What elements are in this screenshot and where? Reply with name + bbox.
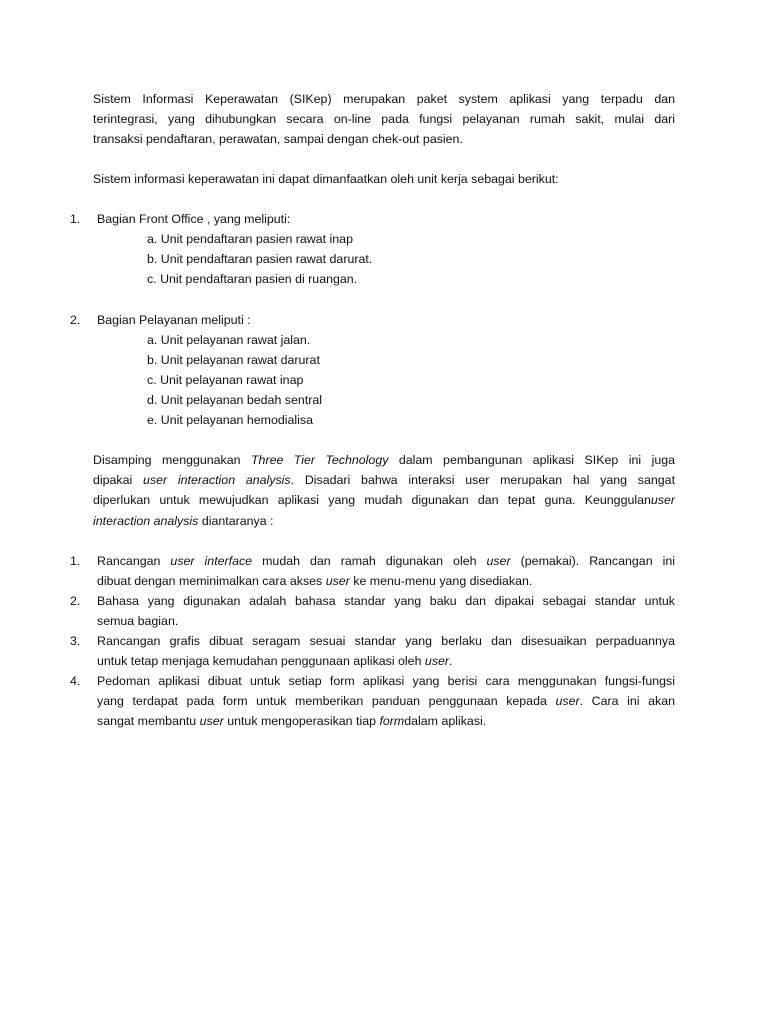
advantage-text: mudah dan ramah digunakan oleh xyxy=(262,554,477,568)
advantage-line xyxy=(97,551,675,571)
section-number: 2. xyxy=(70,313,81,327)
advantage-text: (pemakai). Rancangan ini xyxy=(520,554,676,568)
advantage-text: . Cara ini akan xyxy=(579,694,675,709)
advantage-text: sangat membantu xyxy=(97,714,197,729)
advantage-number: 4. xyxy=(70,674,81,688)
advantage-number: 1. xyxy=(70,554,81,568)
advantage-term: form xyxy=(379,714,405,729)
advantage-text: yang terdapat pada form untuk memberikan panduan penggunaan kepada xyxy=(97,694,547,709)
advantage-text: dibuat dengan meminimalkan cara akses xyxy=(97,574,323,589)
tech-text: diperlukan untuk mewujudkan aplikasi yang mudah digunakan dan tepat guna. Keunggulan xyxy=(93,493,651,508)
tech-line-3 xyxy=(93,490,675,510)
intro-line-2: terintegrasi, yang dihubungkan secara on-line pada fungsi pelayanan rumah sakit, mulai dari xyxy=(93,112,675,127)
advantage-text: Rancangan xyxy=(97,554,161,568)
advantage-text: untuk tetap menjaga kemudahan penggunaan aplikasi oleh xyxy=(97,654,422,669)
advantage-line: Pedoman aplikasi dibuat untuk setiap form aplikasi yang berisi cara menggunakan fungsi-fungsi xyxy=(97,674,675,688)
advantage-number: 3. xyxy=(70,634,81,648)
tech-line-1 xyxy=(93,450,675,470)
units-intro: Sistem informasi keperawatan ini dapat dimanfaatkan oleh unit kerja sebagai berikut: xyxy=(93,172,559,186)
intro-line-3: transaksi pendaftaran, perawatan, sampai dengan chek-out pasien. xyxy=(93,132,463,147)
section-title: Bagian Front Office , yang meliputi: xyxy=(97,212,291,226)
advantage-item-1 xyxy=(97,551,675,591)
section-number: 1. xyxy=(70,212,81,226)
advantage-line xyxy=(97,571,675,591)
advantage-text: ke menu-menu yang disediakan. xyxy=(353,574,533,589)
advantage-term: user xyxy=(424,654,450,669)
advantage-text: . xyxy=(449,654,453,669)
section-item: b. Unit pelayanan rawat darurat xyxy=(147,353,320,367)
tech-line-4 xyxy=(93,511,675,531)
advantage-line xyxy=(97,691,675,711)
section-item: a. Unit pendaftaran pasien rawat inap xyxy=(147,232,353,246)
tech-text: dalam pembangunan aplikasi SIKep ini juga xyxy=(398,453,675,467)
advantage-term: user xyxy=(325,574,350,589)
section-item: a. Unit pelayanan rawat jalan. xyxy=(147,333,311,347)
tech-term: Three Tier Technology xyxy=(250,453,389,467)
advantage-term: user interface xyxy=(170,554,253,568)
intro-abbrev: (SIKep) xyxy=(289,92,332,106)
advantage-item-3 xyxy=(97,631,675,671)
section-item: b. Unit pendaftaran pasien rawat darurat. xyxy=(147,252,373,266)
advantage-line: semua bagian. xyxy=(97,614,179,629)
advantage-item-2 xyxy=(97,591,675,631)
section-item: c. Unit pendaftaran pasien di ruangan. xyxy=(147,272,358,286)
tech-text: diantaranya : xyxy=(201,513,274,528)
advantage-item-4 xyxy=(97,671,675,732)
section-item: c. Unit pelayanan rawat inap xyxy=(147,373,304,387)
tech-term: user xyxy=(650,493,675,508)
tech-line-2 xyxy=(93,470,675,490)
tech-paragraph xyxy=(93,450,675,531)
intro-text: merupakan paket system aplikasi yang terpadu dan xyxy=(343,92,675,106)
advantage-term: user xyxy=(199,714,224,729)
advantage-text: dalam aplikasi. xyxy=(404,714,487,729)
advantage-line: Bahasa yang digunakan adalah bahasa standar yang baku dan dipakai sebagai standar untuk xyxy=(97,594,675,608)
tech-text: Disamping menggunakan xyxy=(93,453,241,467)
advantage-term: user xyxy=(486,554,511,568)
tech-text: . Disadari bahwa interaksi user merupakan hal yang sangat xyxy=(290,473,676,488)
advantage-line xyxy=(97,651,675,671)
intro-paragraph xyxy=(93,89,675,150)
tech-term: user interaction analysis xyxy=(143,473,291,488)
section-title: Bagian Pelayanan meliputi : xyxy=(97,313,251,327)
tech-term: interaction analysis xyxy=(93,513,199,528)
section-item: e. Unit pelayanan hemodialisa xyxy=(147,413,314,427)
section-item: d. Unit pelayanan bedah sentral xyxy=(147,393,322,407)
intro-text: Sistem Informasi Keperawatan xyxy=(93,92,278,106)
advantage-number: 2. xyxy=(70,594,81,608)
advantage-text: untuk mengoperasikan tiap xyxy=(227,714,376,729)
advantage-term: user xyxy=(555,694,580,709)
tech-text: dipakai xyxy=(93,473,133,488)
advantage-line: Rancangan grafis dibuat seragam sesuai standar yang berlaku dan disesuaikan perpaduannya xyxy=(97,634,675,648)
intro-line-1 xyxy=(93,89,675,109)
advantage-line xyxy=(97,711,675,731)
